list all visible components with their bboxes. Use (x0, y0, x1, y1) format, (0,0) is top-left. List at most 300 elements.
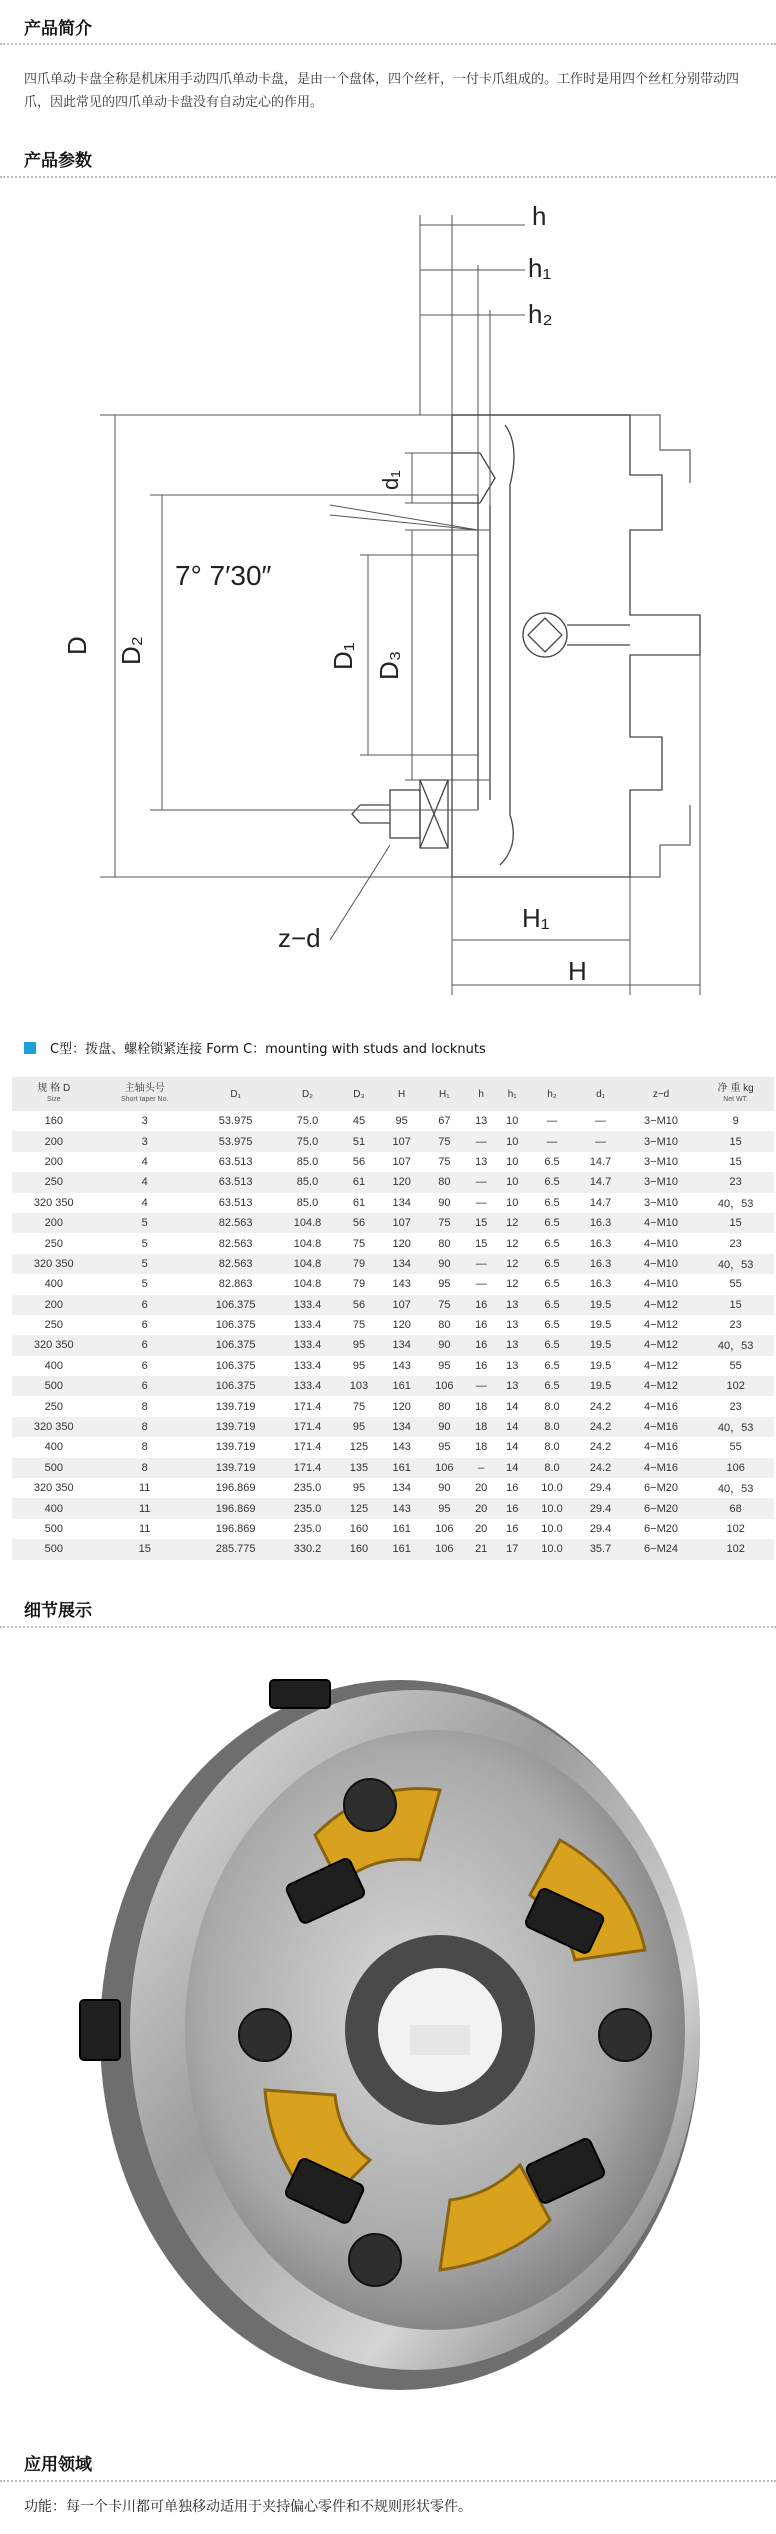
table-cell: 40，53 (697, 1335, 774, 1355)
label-H1: H₁ (522, 903, 550, 933)
table-cell: 171.4 (293, 1400, 322, 1413)
table-cell: 20 (475, 1482, 488, 1495)
table-cell: 14.7 (589, 1155, 612, 1168)
table-cell: 500 (44, 1523, 63, 1535)
table-cell: 40，53 (697, 1254, 774, 1274)
table-cell: 19.5 (589, 1359, 612, 1372)
table-cell: 106 (435, 1523, 454, 1535)
table-row (12, 1417, 774, 1437)
table-body (12, 1111, 774, 1560)
technical-drawing (0, 185, 776, 1025)
table-cell: 4−M12 (625, 1295, 697, 1315)
table-cell: 134 (392, 1196, 411, 1209)
header-en: Short taper No. (120, 1096, 169, 1103)
table-cell: 10.0 (528, 1539, 577, 1559)
table-cell: 17 (497, 1539, 528, 1559)
table-cell: 16 (506, 1482, 519, 1495)
table-header-cell (466, 1077, 497, 1111)
table-cell: 67 (438, 1115, 451, 1128)
table-cell: 400 (12, 1498, 96, 1518)
header-cn: H (398, 1088, 406, 1100)
table-cell: 14.7 (589, 1196, 612, 1209)
table-cell: 6.5 (528, 1172, 577, 1192)
table-cell: 95 (438, 1278, 451, 1291)
header-cn: D₃ (353, 1088, 365, 1100)
table-row (12, 1152, 774, 1172)
table-row (12, 1295, 774, 1315)
label-angle: 7° 7′30″ (175, 560, 272, 591)
table-cell: 75 (423, 1131, 466, 1151)
table-cell: 6.5 (544, 1155, 560, 1168)
label-h1: h₁ (528, 253, 552, 283)
table-cell: 3−M10 (644, 1115, 678, 1128)
dimension-lines (100, 215, 700, 995)
table-cell: 79 (352, 1278, 366, 1291)
table-cell: 21 (466, 1539, 497, 1559)
table-row (12, 1254, 774, 1274)
table-cell: 8.0 (544, 1400, 560, 1413)
table-cell: 13 (475, 1115, 488, 1128)
table-cell: 75 (423, 1295, 466, 1315)
header-en: Size (46, 1096, 61, 1103)
table-cell: 143 (392, 1359, 411, 1372)
table-cell: 171.4 (277, 1458, 337, 1478)
table-cell: 106 (697, 1458, 774, 1478)
table-cell: 3−M10 (625, 1131, 697, 1151)
header-cn: D₁ (230, 1088, 241, 1100)
table-cell: 171.4 (293, 1441, 322, 1454)
table-cell: 14 (506, 1400, 519, 1413)
table-header-cell (625, 1077, 697, 1111)
params-title: 产品参数 (24, 151, 92, 171)
label-h2: h₂ (528, 299, 553, 329)
table-header-cell (96, 1077, 194, 1111)
table-row (12, 1131, 774, 1151)
table-cell: 133.4 (277, 1295, 337, 1315)
table-cell: 107 (380, 1213, 423, 1233)
table-cell: — (528, 1131, 577, 1151)
table-cell: 10.0 (528, 1498, 577, 1518)
table-cell: 4−M16 (625, 1458, 697, 1478)
table-cell: 102 (726, 1523, 745, 1535)
table-cell: 285.775 (194, 1539, 278, 1559)
table-cell: 16.3 (576, 1254, 625, 1274)
table-header-cell (12, 1077, 96, 1111)
table-cell: 250 (44, 1400, 63, 1413)
table-cell: 40，53 (717, 1483, 754, 1496)
table-cell: 14 (497, 1458, 528, 1478)
table-cell: 196.869 (215, 1482, 256, 1495)
table-caption (24, 1038, 486, 1057)
table-cell: 11 (96, 1498, 194, 1518)
table-cell: 4−M12 (625, 1335, 697, 1355)
table-cell: 320 350 (33, 1196, 74, 1209)
table-cell: 102 (697, 1376, 774, 1396)
intro-text: 四爪单动卡盘全称是机床用手动四爪单动卡盘，是由一个盘体，四个丝杆，一付卡爪组成的。工作时是用四个丝杠分别带动四爪，因此常见的四爪单动卡盘没有自动定心的作用。 (24, 72, 740, 110)
table-cell: 6.5 (544, 1196, 560, 1209)
table-cell: 55 (729, 1278, 742, 1291)
table-cell: 15 (96, 1539, 194, 1559)
table-cell: 13 (497, 1295, 528, 1315)
table-cell: 23 (697, 1172, 774, 1192)
divider (0, 1626, 776, 1628)
table-cell: 95 (438, 1441, 451, 1454)
table-cell: 6 (96, 1295, 194, 1315)
table-cell: 107 (392, 1155, 411, 1168)
table-cell: 63.513 (194, 1172, 278, 1192)
table-cell: 104.8 (293, 1278, 322, 1291)
table-cell: 61 (352, 1196, 366, 1209)
table-cell: 20 (466, 1498, 497, 1518)
table-cell: 82.863 (218, 1278, 253, 1291)
table-cell: 500 (12, 1539, 96, 1559)
table-cell: 6 (141, 1359, 148, 1372)
table-cell: 133.4 (293, 1359, 322, 1372)
table-cell: 8.0 (528, 1417, 577, 1437)
table-cell: 20 (475, 1523, 488, 1535)
table-cell: 53.975 (218, 1115, 253, 1128)
table-row (12, 1274, 774, 1294)
table-cell: 63.513 (218, 1196, 253, 1209)
table-cell: 85.0 (277, 1172, 337, 1192)
table-cell: 104.8 (293, 1237, 322, 1250)
table-header-cell (528, 1077, 577, 1111)
table-row (12, 1111, 774, 1131)
table-cell: 13 (506, 1359, 519, 1372)
table-cell: 5 (96, 1254, 194, 1274)
table-header-cell (423, 1077, 466, 1111)
table-row (12, 1376, 774, 1396)
table-cell: 16 (475, 1319, 488, 1332)
table-cell: 6.5 (528, 1213, 577, 1233)
intro-title: 产品简介 (24, 19, 92, 39)
table-cell: 80 (438, 1319, 451, 1332)
table-cell: 10 (506, 1115, 519, 1128)
table-cell: 13 (506, 1319, 519, 1332)
table-cell: 14.7 (576, 1172, 625, 1192)
table-row (12, 1193, 774, 1213)
table-cell: 125 (349, 1441, 369, 1454)
table-cell: 14 (506, 1441, 519, 1454)
table-cell: 4−M16 (644, 1441, 678, 1454)
drawing-labels (62, 201, 587, 986)
table-cell: 16 (475, 1359, 488, 1372)
table-cell: — (466, 1131, 497, 1151)
chuck-photo (70, 1640, 710, 2430)
table-cell: — (466, 1172, 497, 1192)
table-cell: 19.5 (576, 1295, 625, 1315)
details-title: 细节展示 (24, 1601, 92, 1621)
screw-square-head (523, 613, 630, 657)
table-cell: 500 (12, 1458, 96, 1478)
table-cell: 80 (438, 1400, 451, 1413)
table-row (12, 1396, 774, 1416)
table-cell: 6.5 (528, 1376, 577, 1396)
table-cell: 139.719 (215, 1400, 256, 1413)
divider (0, 2480, 776, 2482)
table-cell: 103 (338, 1376, 381, 1396)
table-cell: 16 (466, 1295, 497, 1315)
table-cell: 4−M10 (625, 1213, 697, 1233)
table-cell: 161 (380, 1539, 423, 1559)
header-cn: h₁ (507, 1088, 517, 1100)
table-row (12, 1519, 774, 1539)
table-cell: 400 (44, 1359, 63, 1372)
table-cell: 45 (352, 1115, 366, 1128)
table-cell: 6 (96, 1335, 194, 1355)
table-cell: 15 (697, 1213, 774, 1233)
table-cell: 11 (138, 1523, 151, 1535)
table-cell: 6.5 (544, 1237, 560, 1250)
table-cell: 106 (423, 1376, 466, 1396)
header-cn: h (478, 1088, 484, 1100)
label-D2: D₂ (116, 636, 146, 665)
table-cell: 82.563 (194, 1254, 278, 1274)
table-cell: 23 (729, 1237, 742, 1250)
table-cell: 5 (96, 1213, 194, 1233)
table-cell: 16 (506, 1523, 519, 1535)
table-cell: 200 (12, 1295, 96, 1315)
table-cell: 139.719 (215, 1441, 256, 1454)
table-cell: 79 (338, 1254, 381, 1274)
table-cell: 106 (423, 1539, 466, 1559)
table-cell: 4−M12 (644, 1319, 678, 1332)
table-cell: 6.5 (544, 1359, 560, 1372)
table-cell: 143 (392, 1278, 411, 1291)
caption-square-icon (24, 1042, 36, 1054)
table-cell: 75 (352, 1237, 366, 1250)
table-cell: 106.375 (215, 1359, 256, 1372)
table-cell: 10 (497, 1131, 528, 1151)
table-cell: 24.2 (589, 1441, 612, 1454)
table-row (12, 1539, 774, 1559)
table-cell: 320 350 (12, 1335, 96, 1355)
table-cell: 12 (506, 1278, 519, 1291)
table-cell: 8 (96, 1458, 194, 1478)
table-row (12, 1315, 774, 1335)
header-cn: h₂ (547, 1088, 557, 1100)
table-cell: 16 (466, 1335, 497, 1355)
table-cell: 19.5 (589, 1319, 612, 1332)
chuck-body-outline (452, 415, 700, 877)
table-cell: 6−M20 (644, 1523, 678, 1535)
table-cell: 14 (497, 1417, 528, 1437)
table-cell: 55 (729, 1359, 742, 1372)
table-cell: 3 (96, 1131, 194, 1151)
table-header-cell (277, 1077, 337, 1111)
table-cell: 90 (423, 1417, 466, 1437)
table-cell: 4−M16 (644, 1400, 678, 1413)
header-cn: d₁ (596, 1088, 605, 1100)
table-cell: 13 (475, 1155, 488, 1168)
label-H: H (568, 956, 587, 986)
label-d1: d₁ (378, 470, 403, 490)
table-cell: 24.2 (589, 1400, 612, 1413)
table-header-cell (338, 1077, 381, 1111)
table-header-cell (380, 1077, 423, 1111)
table-header-cell (497, 1077, 528, 1111)
table-header-row (12, 1077, 774, 1111)
table-cell: 95 (395, 1115, 408, 1128)
table-cell: 8.0 (528, 1458, 577, 1478)
table-cell: 6−M20 (625, 1498, 697, 1518)
table-header-cell (697, 1077, 774, 1111)
table-cell: 95 (423, 1498, 466, 1518)
header-cn: 净 重 kg (717, 1083, 754, 1094)
table-cell: 143 (380, 1498, 423, 1518)
table-cell: 250 (12, 1172, 96, 1192)
table-cell: 104.8 (277, 1213, 337, 1233)
table-cell: 95 (438, 1359, 451, 1372)
table-cell: 133.4 (277, 1376, 337, 1396)
table-row (12, 1498, 774, 1518)
caption-text: C型：拨盘、螺栓锁紧连接 Form C：mounting with studs and locknuts (50, 1042, 486, 1057)
table-cell: 23 (729, 1319, 742, 1332)
table-cell: 160 (44, 1115, 63, 1128)
table-cell: 3 (141, 1115, 148, 1128)
table-cell: 10 (506, 1155, 519, 1168)
table-cell: 29.4 (589, 1482, 612, 1495)
table-header-cell (194, 1077, 278, 1111)
application-text: 功能：每一个卡川都可单独移动适用于夹持偏心零件和不规则形状零件。 (24, 2499, 472, 2515)
table-cell: 4−M12 (625, 1376, 697, 1396)
table-cell: 133.4 (293, 1319, 322, 1332)
table-cell: 171.4 (277, 1417, 337, 1437)
table-cell: 6.5 (528, 1335, 577, 1355)
table-cell: 200 (12, 1131, 96, 1151)
table-cell: 18 (475, 1400, 488, 1413)
divider (0, 43, 776, 45)
table-cell: 6−M24 (625, 1539, 697, 1559)
table-cell: 4−M10 (644, 1237, 678, 1250)
table-cell: 90 (423, 1335, 466, 1355)
table-cell: 6 (96, 1376, 194, 1396)
table-cell: — (475, 1196, 487, 1209)
table-cell: 15 (697, 1295, 774, 1315)
table-cell: 95 (352, 1359, 366, 1372)
table-cell: 320 350 (33, 1482, 74, 1495)
table-cell: 15 (466, 1213, 497, 1233)
table-cell: 9 (732, 1115, 739, 1128)
table-cell: 106 (423, 1458, 466, 1478)
table-cell: 3−M10 (644, 1155, 678, 1168)
table-cell: 200 (12, 1213, 96, 1233)
table-cell: 196.869 (194, 1498, 278, 1518)
table-cell: 75 (438, 1155, 451, 1168)
table-cell: 11 (138, 1482, 151, 1495)
table-cell: 40，53 (697, 1417, 774, 1437)
header-cn: z−d (652, 1088, 670, 1100)
table-cell: 160 (338, 1539, 381, 1559)
header-cn: 主轴头号 (124, 1083, 165, 1094)
table-cell: 13 (497, 1376, 528, 1396)
table-cell: 85.0 (296, 1155, 319, 1168)
table-cell: 200 (44, 1155, 63, 1168)
table-cell: 12 (506, 1237, 519, 1250)
table-cell: 3−M10 (625, 1172, 697, 1192)
table-cell: 75.0 (277, 1131, 337, 1151)
table-cell: 134 (392, 1482, 411, 1495)
table-cell: 160 (349, 1523, 369, 1535)
table-cell: 19.5 (576, 1376, 625, 1396)
label-D1: D₁ (328, 642, 358, 670)
spec-table (12, 1077, 774, 1560)
table-cell: 143 (392, 1441, 411, 1454)
table-cell: 196.869 (215, 1523, 256, 1535)
table-cell: 51 (338, 1131, 381, 1151)
table-cell: 4−M10 (625, 1254, 697, 1274)
table-cell: — (576, 1131, 625, 1151)
table-cell: 61 (338, 1172, 381, 1192)
table-cell: 400 (44, 1441, 63, 1454)
table-row (12, 1213, 774, 1233)
table-cell: 75.0 (296, 1115, 319, 1128)
table-cell: 320 350 (12, 1254, 96, 1274)
table-cell: 500 (12, 1376, 96, 1396)
table-cell: 8 (96, 1417, 194, 1437)
application-title: 应用领域 (24, 2455, 92, 2475)
table-cell: 134 (380, 1417, 423, 1437)
table-cell: 6.5 (544, 1319, 560, 1332)
table-cell: 4−M10 (644, 1278, 678, 1291)
table-cell: 107 (380, 1295, 423, 1315)
table-cell: 82.563 (194, 1213, 278, 1233)
table-cell: 4 (141, 1155, 148, 1168)
table-cell: 23 (729, 1400, 742, 1413)
table-cell: 330.2 (277, 1539, 337, 1559)
table-cell: 10.0 (541, 1482, 563, 1495)
table-row (12, 1437, 774, 1457)
table-cell: 80 (438, 1237, 451, 1250)
table-cell: 35.7 (576, 1539, 625, 1559)
table-cell: 102 (697, 1539, 774, 1559)
table-cell: 15 (697, 1131, 774, 1151)
table-cell: 6.5 (528, 1254, 577, 1274)
table-cell: 10 (497, 1172, 528, 1192)
header-cn: 规 格 D (37, 1083, 71, 1094)
table-cell: — (475, 1278, 487, 1291)
stud-and-nut (352, 780, 448, 848)
table-cell: 139.719 (194, 1417, 278, 1437)
table-cell: 161 (380, 1376, 423, 1396)
table-cell: 18 (466, 1417, 497, 1437)
table-cell: 16 (497, 1498, 528, 1518)
table-cell: 68 (697, 1498, 774, 1518)
table-cell: 120 (392, 1400, 411, 1413)
table-cell: 400 (44, 1278, 63, 1291)
table-row (12, 1478, 774, 1498)
table-cell: 75 (352, 1319, 366, 1332)
label-zd: z−d (278, 923, 321, 953)
table-cell: 107 (380, 1131, 423, 1151)
table-row (12, 1172, 774, 1192)
table-cell: 6.5 (528, 1295, 577, 1315)
table-cell: 24.2 (576, 1458, 625, 1478)
table-cell: 6 (141, 1319, 148, 1332)
table-cell: 24.2 (576, 1417, 625, 1437)
table-cell: – (466, 1458, 497, 1478)
table-cell: 15 (729, 1155, 742, 1168)
table-cell: 4−M12 (644, 1359, 678, 1372)
table-row (12, 1335, 774, 1355)
label-D: D (62, 636, 92, 655)
table-cell: 90 (438, 1482, 451, 1495)
table-cell: 15 (475, 1237, 488, 1250)
table-cell: 55 (729, 1441, 742, 1454)
table-cell: 106.375 (194, 1376, 278, 1396)
table-cell: 63.513 (218, 1155, 253, 1168)
table-cell: 16.3 (576, 1213, 625, 1233)
